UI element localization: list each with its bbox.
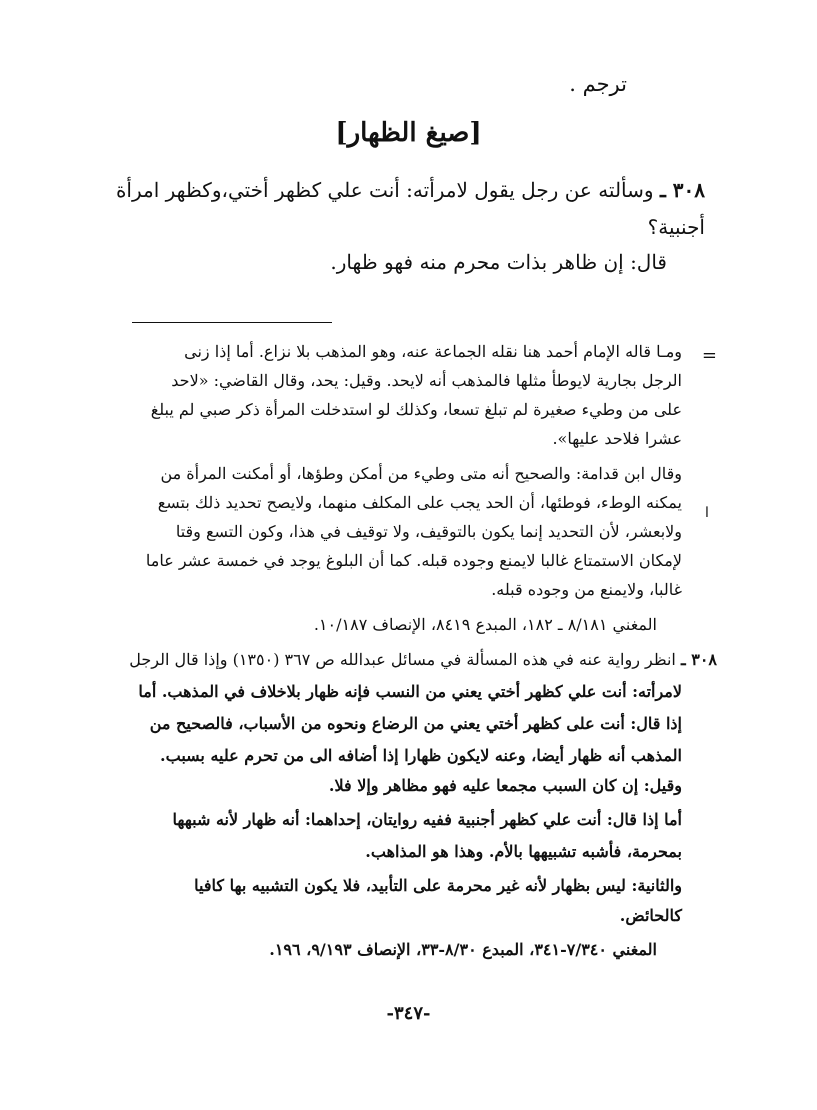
question-number: ٣٠٨ ـ (659, 178, 705, 202)
footnote2-line: المذهب أنه ظهار أيضا، وعنه لايكون ظهارا إذا أضافه الى من تحرم عليه بسبب. (160, 746, 682, 765)
footnote1-references: المغني ٨/١٨١ ـ ١٨٢، المبدع ٨٤١٩، الإنصاف ١٠/١٨٧. (313, 615, 657, 634)
margin-mark: ا (705, 505, 709, 521)
footnote2-number: ٣٠٨ ـ (680, 650, 717, 669)
footnote1-line: الرجل بجارية لايوطأ مثلها فالمذهب أنه لايحد. وقيل: يحد، وقال القاضي: «لاحد (171, 371, 682, 390)
footnote2-line: إذا قال: أنت على كظهر أختي يعني من الرضاع ونحوه من الأسباب، فالصحيح من (149, 714, 682, 733)
footnote1-line: لإمكان الاستمتاع غالبا لايمنع وجوده قبله. كما أن البلوغ يوجد في خمسة عشر عاما (145, 551, 682, 570)
footnote2-line: انظر رواية عنه في هذه المسألة في مسائل عبدالله ص ٣٦٧ (١٣٥٠) وإذا قال الرجل (129, 650, 676, 669)
question-line-1 (112, 178, 705, 202)
footnote2-line: لامرأته: أنت علي كظهر أختي يعني من النسب فإنه ظهار بلاخلاف في المذهب. أما (138, 682, 682, 701)
footnote1-line: ومـا قاله الإمام أحمد هنا نقله الجماعة عنه، وهو المذهب بلا نزاع. أما إذا زنى (184, 342, 682, 361)
footnote-continuation-marker: = (701, 345, 717, 366)
footnote1-line: غالبا، ولايمنع من وجوده قبله. (491, 580, 682, 599)
continuation-word: ترجم . (569, 72, 627, 96)
footnote2-line: بمحرمة، فأشبه تشبيهها بالأم. وهذا هو المذاهب. (365, 842, 682, 861)
answer-line: قال: إن ظاهر بذات محرم منه فهو ظهار. (330, 250, 667, 274)
footnote1-line: عشرا فلاحد عليها». (552, 429, 682, 448)
page-number: -٣٤٧- (386, 1003, 431, 1024)
question-line-2: أجنبية؟ (647, 215, 705, 239)
footnote1-line: على من وطيء صغيرة لم تبلغ تسعا، وكذلك لو استدخلت المرأة ذكر صبي لم يبلغ (150, 400, 682, 419)
footnote2-first-line (120, 650, 717, 669)
footnote2-line: وقيل: إن كان السبب مجمعا عليه فهو مظاهر وإلا فلا. (328, 776, 682, 795)
question-text-1: وسألته عن رجل يقول لامرأته: أنت علي كظهر أختي،وكظهر امرأة (115, 178, 654, 202)
section-heading: [صيغ الظهار] (335, 118, 482, 148)
footnote1-line: ولابعشر، لأن التحديد إنما يكون بالتوقيف، ولا توقيف في هذا، وكون التسع وقتا (175, 522, 682, 541)
footnote2-line: أما إذا قال: أنت علي كظهر أجنبية ففيه روايتان، إحداهما: أنه ظهار لأنه شبهها (172, 810, 682, 829)
footnote2-line: والثانية: ليس بظهار لأنه غير محرمة على التأبيد، فلا يكون التشبيه بها كافيا (194, 876, 682, 895)
footnote1-line: وقال ابن قدامة: والصحيح أنه متى وطيء من أمكن وطؤها، أو أمكنت المرأة من (160, 464, 682, 483)
footnote-separator (132, 322, 332, 323)
footnote2-line: كالحائض. (619, 906, 682, 925)
footnote1-line: يمكنه الوطء، فوطئها، أن الحد يجب على المكلف منهما، ولايصح تحديد ذلك بتسع (157, 493, 682, 512)
footnote2-references: المغني ٧/٣٤٠-٣٤١، المبدع ٨/٣٠-٣٣، الإنصاف ٩/١٩٣، ١٩٦. (269, 940, 657, 959)
